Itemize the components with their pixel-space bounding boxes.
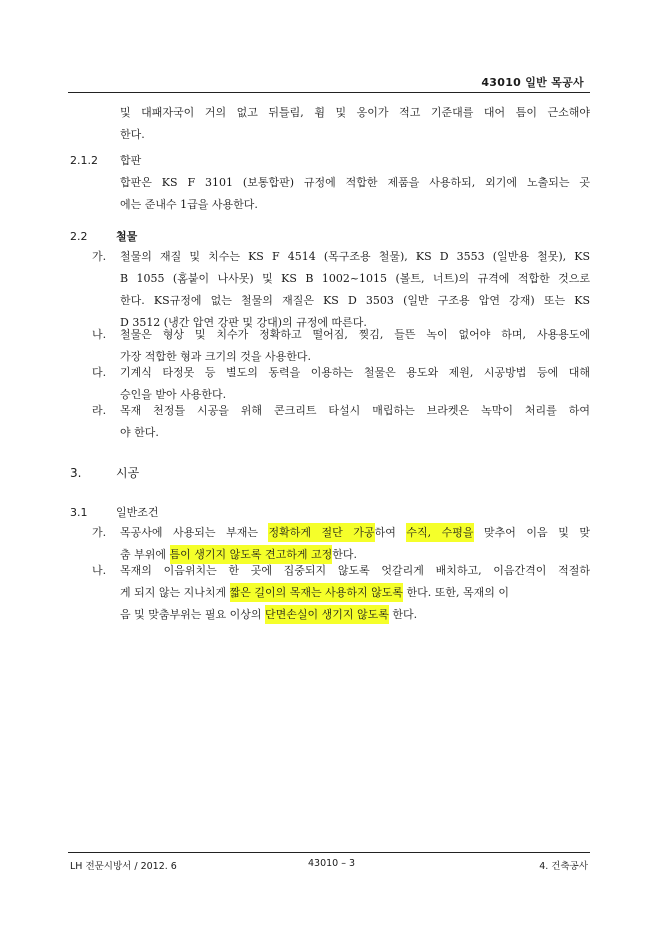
text-line: 한다. KS규정에 없는 철물의 재질은 KS D 3503 (일반 구조용 압연 강재) 또는 KS	[120, 294, 590, 307]
text-run: 한다.	[388, 608, 418, 621]
text-run: 한다. 또한, 목재의 이	[403, 586, 510, 599]
text-run: 음 및 맞춤부위는 필요 이상의	[120, 608, 265, 621]
section-title: 일반조건	[116, 506, 159, 519]
chapter-number: 3.	[70, 466, 82, 480]
text-line: 목재 천정틀 시공을 위해 콘크리트 타설시 매립하는 브라켓은 녹막이 처리를 하여	[120, 404, 590, 417]
text-run: 목공사에 사용되는 부재는	[120, 526, 269, 539]
list-marker: 나.	[92, 564, 107, 577]
text-run: 게 되지 않는 지나치게	[120, 586, 230, 599]
text-line: 목재의 이음위치는 한 곳에 집중되지 않도록 엇갈리게 배치하고, 이음간격이 적절하	[120, 564, 590, 577]
text-line: 및 대패자국이 거의 없고 뒤틀림, 휨 및 옹이가 적고 기준대를 대어 틈이 근소해야	[120, 106, 590, 119]
text-line: B 1055 (홈붙이 나사못) 및 KS B 1002~1015 (볼트, 너트)의 규격에 적합한 것으로	[120, 272, 590, 285]
text-run: 춤 부위에	[120, 548, 170, 561]
text-line: 가장 적합한 형과 크기의 것을 사용한다.	[120, 350, 311, 363]
list-marker: 다.	[92, 366, 107, 379]
sec-2-1-2-body	[120, 172, 590, 216]
text-line: D 3512 (냉간 압연 강판 및 강대)의 규정에 따른다.	[120, 316, 367, 329]
text-line: 철물은 형상 및 치수가 정확하고 떨어짐, 찢김, 들뜬 녹이 없어야 하며, 사용용도에	[120, 328, 590, 341]
text-line: 한다.	[120, 128, 145, 141]
highlighted-text: 틈이 생기지 않도록 견고하게 고정	[170, 545, 333, 564]
section-title: 합판	[120, 154, 142, 167]
chapter-title: 시공	[116, 466, 140, 480]
list-marker: 가.	[92, 526, 107, 539]
highlighted-text: 정확하게 절단 가공	[268, 523, 374, 542]
list-marker: 가.	[92, 250, 107, 263]
text-line: 철물의 재질 및 치수는 KS F 4514 (목구조용 철물), KS D 3553 (일반용 철못), KS	[120, 250, 590, 263]
section-number: 2.1.2	[70, 154, 98, 167]
sec-2-1-1-continuation	[120, 102, 590, 146]
highlighted-text: 단면손실이 생기지 않도록	[265, 605, 389, 624]
page-header	[68, 72, 590, 94]
list-item	[120, 400, 590, 444]
text-line	[120, 522, 590, 544]
list-item	[120, 246, 590, 334]
section-number: 2.2	[70, 230, 88, 243]
list-marker: 라.	[92, 404, 107, 417]
footer-rule	[68, 852, 590, 853]
text-run: 하여	[374, 526, 407, 539]
text-line	[120, 582, 590, 604]
text-line	[120, 604, 590, 626]
header-doc-title: 43010 일반 목공사	[481, 76, 584, 89]
text-run: 한다.	[332, 548, 357, 561]
footer-right: 4. 건축공사	[539, 861, 588, 872]
footer-page-number: 43010 – 3	[308, 858, 356, 869]
text-line: 승인을 받아 사용한다.	[120, 388, 227, 401]
highlighted-text: 수직, 수평을	[406, 523, 473, 542]
text-line: 합판은 KS F 3101 (보통합판) 규정에 적합한 제품을 사용하되, 외기에 노출되는 곳	[120, 176, 590, 189]
highlighted-text: 짧은 길이의 목재는 사용하지 않도록	[230, 583, 403, 602]
text-line: 기계식 타정못 등 별도의 동력을 이용하는 철물은 용도와 제원, 시공방법 등에 대해	[120, 366, 590, 379]
text-run: 맞추어 이음 및 맞	[473, 526, 590, 539]
text-line: 에는 준내수 1급을 사용한다.	[120, 198, 258, 211]
list-marker: 나.	[92, 328, 107, 341]
section-number: 3.1	[70, 506, 88, 519]
section-title: 철물	[116, 230, 138, 243]
footer-left: LH 전문시방서 / 2012. 6	[70, 861, 177, 872]
list-item	[120, 560, 590, 626]
text-line: 야 한다.	[120, 426, 159, 439]
header-rule	[68, 92, 590, 93]
